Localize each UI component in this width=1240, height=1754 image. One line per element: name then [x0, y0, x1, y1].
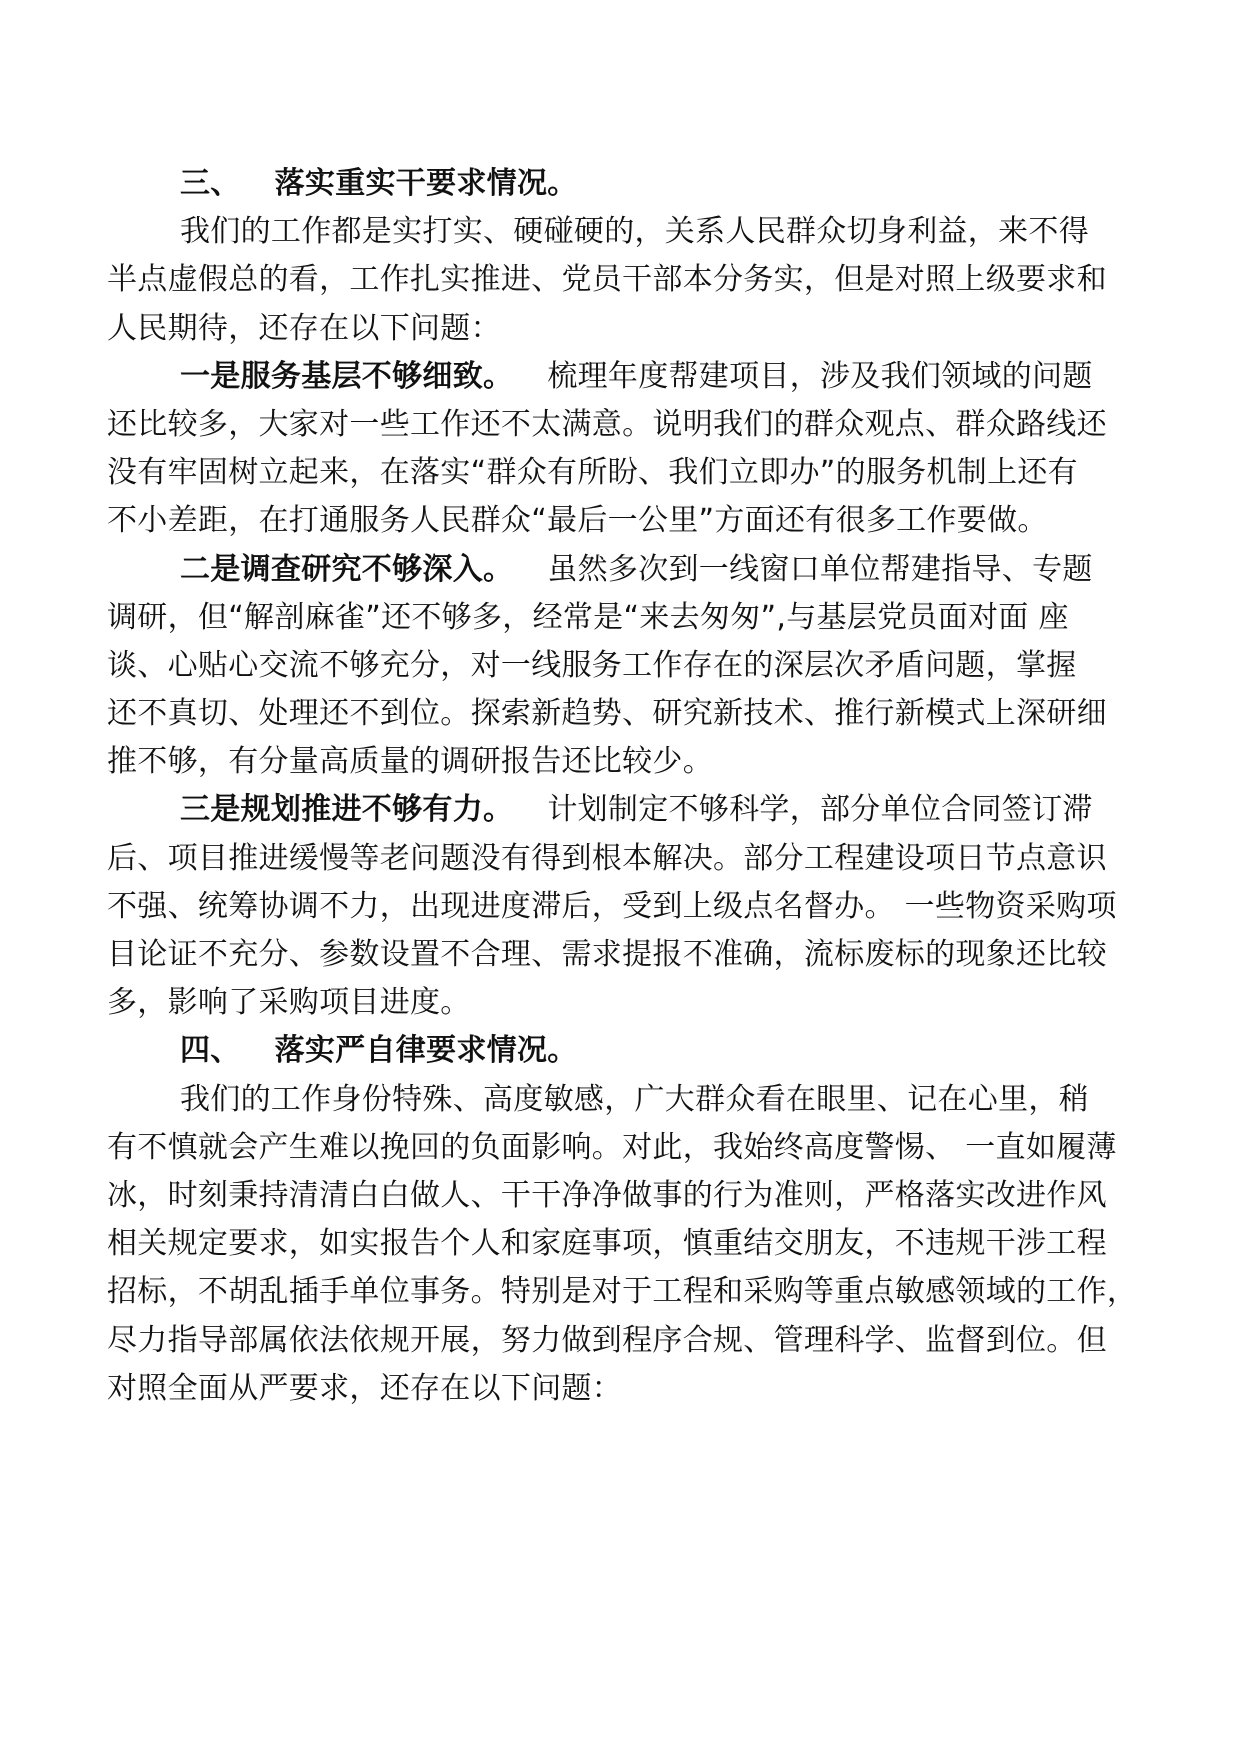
paragraph-line: 半点虚假总的看，工作扎实推进、党员干部本分务实，但是对照上级要求和 [107, 262, 1107, 298]
paragraph-line: 我们的工作身份特殊、高度敏感，广大群众看在眼里、记在心里，稍 [180, 1081, 1089, 1117]
paragraph-text: 虽然多次到一线窗口单位帮建指导、专题 [547, 551, 1093, 587]
paragraph-line: 人民期待，还存在以下问题： [107, 310, 501, 346]
paragraph-line: 目论证不充分、参数设置不合理、需求提报不准确，流标废标的现象还比较 [107, 937, 1107, 972]
problem-lead: 三是规划推进不够有力。 [180, 792, 514, 828]
paragraph-line: 推不够，有分量高质量的调研报告还比较少。 [107, 744, 713, 780]
problem-item-1-first-line [107, 353, 1147, 401]
paragraph-line: 不小差距，在打通服务人民群众“最后一公里”方面还有很多工作要做。 [107, 503, 1048, 539]
paragraph-line: 调研，但“解剖麻雀”还不够多，经常是“来去匆匆”,与基层党员面对面 座 [107, 599, 1069, 635]
problem-item-2-first-line [107, 546, 1147, 594]
paragraph-line: 相关规定要求，如实报告个人和家庭事项，慎重结交朋友，不违规干涉工程 [107, 1226, 1107, 1262]
paragraph-line: 招标，不胡乱插手单位事务。特别是对于工程和采购等重点敏感领域的工作， [107, 1274, 1138, 1310]
paragraph-line: 还比较多，大家对一些工作还不太满意。说明我们的群众观点、群众路线还 [107, 406, 1107, 442]
section-title: 落实严自律要求情况。 [274, 1033, 578, 1069]
section-heading-3 [107, 160, 1147, 208]
document-body [107, 160, 1147, 1413]
problem-item-3-first-line [107, 786, 1147, 834]
section-title: 落实重实干要求情况。 [274, 166, 578, 201]
paragraph-line: 没有牢固树立起来，在落实“群众有所盼、我们立即办”的服务机制上还有 [107, 455, 1078, 491]
paragraph-line: 不强、统筹协调不力，出现进度滞后，受到上级点名督办。 一些物资采购项 [107, 888, 1117, 924]
problem-lead: 一是服务基层不够细致。 [180, 358, 514, 394]
paragraph-line: 多，影响了采购项目进度。 [107, 985, 471, 1021]
paragraph-line: 后、项目推进缓慢等老问题没有得到根本解决。部分工程建设项日节点意识 [107, 840, 1107, 876]
paragraph-line: 还不真切、处理还不到位。探索新趋势、研究新技术、推行新模式上深研细 [107, 696, 1107, 732]
paragraph-line: 冰，时刻秉持清清白白做人、干干净净做事的行为准则，严格落实改进作风 [107, 1177, 1107, 1213]
paragraph-line: 有不慎就会产生难以挽回的负面影响。对此，我始终高度警惕、 一直如履薄 [107, 1129, 1117, 1165]
paragraph-line: 尽力指导部属依法依规开展，努力做到程序合规、管理科学、监督到位。但 [107, 1322, 1107, 1358]
paragraph-line: 谈、心贴心交流不够充分，对一线服务工作存在的深层次矛盾问题，掌握 [107, 647, 1077, 683]
paragraph-line: 我们的工作都是实打实、硬碰硬的，关系人民群众切身利益，来不得 [180, 214, 1089, 250]
section-number: 四、 [180, 1033, 241, 1069]
section-number: 三、 [180, 166, 241, 201]
paragraph-line: 对照全面从严要求，还存在以下问题： [107, 1370, 623, 1406]
section-heading-4 [107, 1027, 1147, 1075]
problem-lead: 二是调查研究不够深入。 [180, 551, 514, 587]
paragraph-text: 计划制定不够科学，部分单位合同签订滞 [547, 792, 1093, 828]
paragraph-text: 梳理年度帮建项目，涉及我们领域的问题 [547, 358, 1093, 394]
